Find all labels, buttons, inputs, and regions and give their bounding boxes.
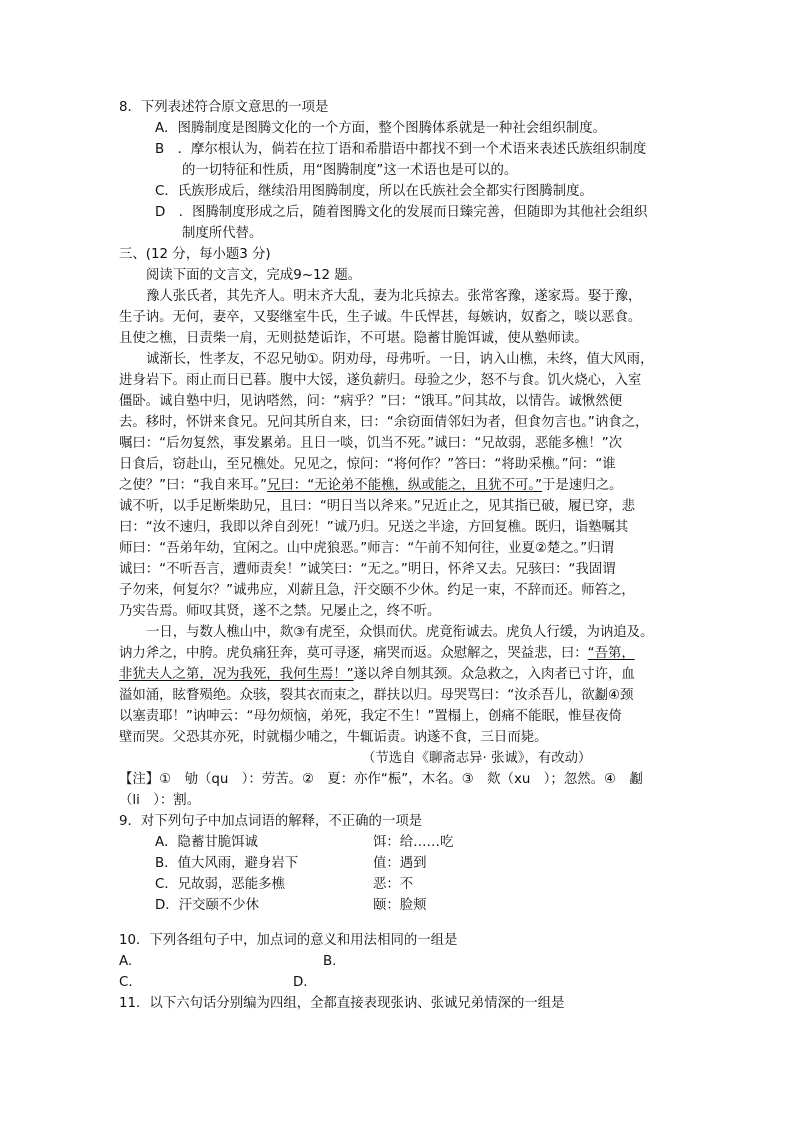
passage-p2-line7-start: 之使？”曰：“我自来耳。”	[119, 478, 268, 493]
passage-p2-line11: 诚曰：“不听吾言，遭师责矣！”诚笑曰：“无之。”明日，怀斧又去。兄骇曰：“我固谓	[119, 562, 616, 577]
passage-p2-line13: 乃实告焉。师叹其贤，遂不之禁。兄屡止之，终不听。	[119, 604, 441, 619]
passage-source: （节选自《聊斋志异· 张诚》，有改动）	[362, 751, 592, 766]
passage-p3-line4: 溢如涌，眩瞀殒绝。众骇，裂其衣而束之，群扶以归。母哭骂曰：“汝杀吾儿，欲劙④颈	[119, 688, 634, 703]
passage-p2-line6: 日食后，窃赴山，至兄樵处。兄见之，惊问：“将何作？”答曰：“将助采樵。”问：“谁	[119, 457, 616, 472]
q8-option-a: A．图腾制度是图腾文化的一个方面，整个图腾体系就是一种社会组织制度。	[155, 121, 607, 136]
section3-header: 三、(12 分，每小题3 分)	[119, 247, 271, 262]
q9-option-b-sentence: B．值大风雨，避身岩下	[155, 856, 299, 871]
annotation-note-line2: （li ）：割。	[119, 793, 201, 808]
passage-p2-line9: 曰：“汝不速归，我即以斧自刭死！”诚乃归。兄送之半途，方回复樵。既归，诣塾嘱其	[119, 520, 629, 535]
passage-p2-line12: 子勿来，何复尔？”诚弗应，刈薪且急，汗交颐不少休。约足一束，不辞而还。师笞之，	[119, 583, 635, 598]
q8-option-d-line1: D ．图腾制度形成之后，随着图腾文化的发展而日臻完善，但随即为其他社会组织	[155, 205, 648, 220]
q10-option-a: A.	[119, 954, 133, 969]
q9-option-c-gloss: 恶：不	[373, 877, 414, 892]
q10-option-c: C.	[119, 975, 133, 990]
passage-p1-line3: 且使之樵，日责柴一肩，无则挞楚诟诈，不可堪。隐蓄甘脆饵诚，使从塾师读。	[119, 331, 588, 346]
passage-p2-line2: 进身岩下。雨止而日已暮。腹中大馁，遂负薪归。母验之少，怒不与食。饥火烧心，入室	[119, 373, 642, 388]
passage-p3-line2-start: 讷力斧之，中胯。虎负痛狂奔，莫可寻逐，痛哭而返。众慰解之，哭益悲，曰：	[119, 646, 588, 661]
q9-option-a-gloss: 饵：给……吃	[373, 835, 454, 850]
passage-p2-line5: 嘱曰：“后勿复然，事发累弟。且日一啖，饥当不死。”诚曰：“兄故弱，恶能多樵！”次	[119, 436, 623, 451]
q9-option-c-sentence: C．兄故弱，恶能多樵	[155, 877, 285, 892]
passage-p2-line10: 师曰：“吾弟年幼，宜闲之。山中虎狼恶。”师言：“午前不知何往，业夏②楚之。”归谓	[119, 541, 615, 556]
passage-p3-line1: 一日，与数人樵山中，欻③有虎至，众惧而伏。虎竟衔诚去。虎负人行缓，为讷追及。	[146, 625, 654, 640]
underlined-sentence-1: 兄曰：“无论弟不能樵，纵或能之，且犹不可。”	[267, 478, 543, 493]
q9-option-b-gloss: 值：遇到	[373, 856, 427, 871]
q11-stem: 11．以下六句话分别编为四组，全都直接表现张讷、张诚兄弟情深的一组是	[119, 996, 565, 1011]
underlined-sentence-2-start: “吾第，	[587, 646, 635, 661]
annotation-note-line1: 【注】① 劬（qu ）：劳苦。② 夏：亦作“桭”，木名。③ 欻（xu ）；忽然。④ 劙	[119, 772, 643, 787]
passage-p3-line3	[119, 665, 635, 685]
q9-stem: 9．对下列句子中加点词语的解释，不正确的一项是	[119, 814, 423, 829]
passage-p2-line4: 去。移时，怀饼来食兄。兄问其所自来，曰：“余窃面倩邻妇为者，但食勿言也。”讷食之，	[119, 415, 649, 430]
q9-option-d-sentence: D．汗交颐不少休	[155, 898, 260, 913]
passage-p2-line3: 僵卧。诚自塾中归，见讷嗒然，问：“病乎？”曰：“饿耳。”问其故，以情告。诚愀然便	[119, 394, 623, 409]
passage-p3-line2	[119, 644, 635, 664]
q10-option-b: B.	[323, 954, 337, 969]
section3-intro: 阅读下面的文言文，完成9~12 题。	[146, 268, 362, 283]
q8-option-d-line2: 制度所代替。	[182, 226, 263, 241]
passage-p1-line1: 豫人张氏者，其先齐人。明末齐大乱，妻为北兵掠去。张常客豫，遂家焉。娶于豫，	[146, 289, 642, 304]
q8-option-c: C．氏族形成后，继续沿用图腾制度，所以在氏族社会全都实行图腾制度。	[155, 184, 593, 199]
passage-p2-line7-end: 于是速归之。	[542, 478, 623, 493]
q8-stem: 8．下列表述符合原文意思的一项是	[119, 100, 329, 115]
q10-option-d: D.	[293, 975, 308, 990]
underlined-sentence-2-end: 非犹夫人之第，况为我死，我何生焉！”	[119, 667, 354, 682]
q9-option-d-gloss: 颐：脸颊	[373, 898, 427, 913]
passage-p2-line8: 诚不听，以手足断柴助兄，且曰：“明日当以斧来。”兄近止之，见其指已破，履已穿，悲	[119, 499, 636, 514]
q8-option-b-line2: 的一切特征和性质，用“图腾制度”这一术语也是可以的。	[182, 163, 518, 178]
passage-p3-line6: 壁而哭。父恐其亦死，时就榻少哺之，牛辄诟责。讷遂不食，三日而毙。	[119, 730, 548, 745]
passage-p3-line5: 以塞责耶！”讷呻云：“母勿烦恼，弟死，我定不生！”置榻上，创痛不能眠，惟昼夜倚	[119, 709, 622, 724]
q8-option-b-line1: B ．摩尔根认为，倘若在拉丁语和希腊语中都找不到一个术语来表述氏族组织制度	[155, 142, 647, 157]
q10-stem: 10．下列各组句子中，加点词的意义和用法相同的一组是	[119, 933, 458, 948]
passage-p3-line3-end: 遂以斧自刎其颈。众急救之，入肉者已寸许，血	[353, 667, 635, 682]
passage-p2-line1: 诚渐长，性孝友，不忍兄劬①。阴劝母，母弗听。一日，讷入山樵，未终，值大风雨，	[146, 352, 654, 367]
q9-option-a-sentence: A．隐蓄甘脆饵诚	[155, 835, 258, 850]
passage-p1-line2: 生子讷。无何，妻卒，又娶继室牛氏，生子诚。牛氏悍甚，每嫉讷，奴畜之，啖以恶食。	[119, 310, 642, 325]
passage-p2-line7	[119, 476, 622, 496]
